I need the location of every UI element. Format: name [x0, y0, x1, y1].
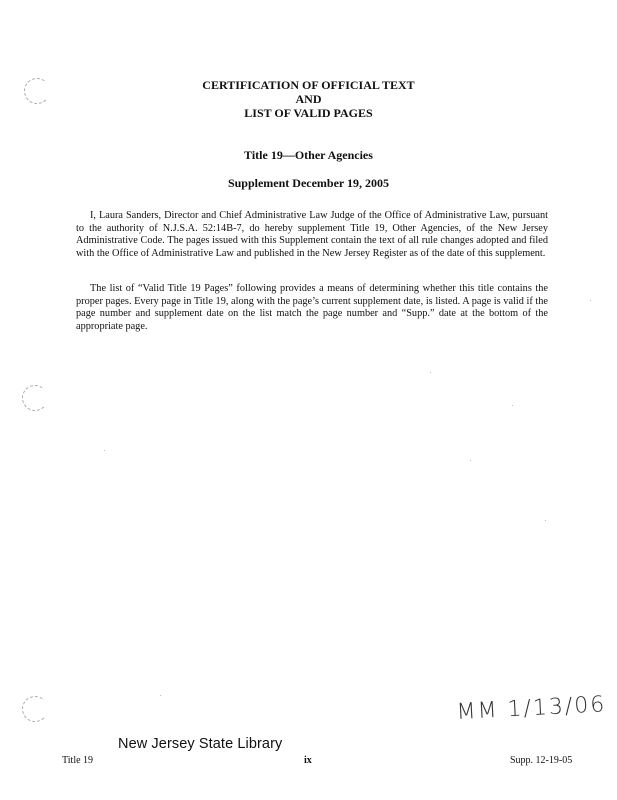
library-stamp: New Jersey State Library [118, 736, 283, 752]
punch-hole-middle [22, 385, 48, 411]
scan-speck [545, 520, 546, 521]
footer-title: Title 19 [62, 755, 94, 766]
certification-heading [0, 78, 617, 120]
scan-speck [430, 372, 431, 373]
heading-line-2: AND [295, 92, 322, 106]
scan-speck [512, 405, 513, 406]
scan-speck [590, 300, 591, 301]
footer-supplement-date: Supp. 12-19-05 [510, 755, 573, 766]
handwritten-initials-date: MM 1/13/06 [456, 692, 607, 725]
scan-speck [160, 695, 161, 696]
valid-pages-paragraph: The list of “Valid Title 19 Pages” following provides a means of determining whether this title contains the proper pages. Every page in Title 19, along with the page’s current supplement date, is listed. A page is valid if the page number and supplement date on the list match the page number and “Supp.” date at the bottom of the appropriate page. [76, 283, 548, 332]
scan-speck [470, 460, 471, 461]
supplement-date-heading: Supplement December 19, 2005 [227, 176, 390, 190]
scan-speck [104, 450, 105, 451]
footer-page-number: ix [304, 755, 312, 766]
certification-paragraph: I, Laura Sanders, Director and Chief Administrative Law Judge of the Office of Administrative Law, pursuant to the authority of N.J.S.A. 52:14B-7, do hereby supplement Title 19, Other Agencies, of the New Jersey Administrative Code. The pages issued with this Supplement contain the text of all rule changes adopted and filed with the Office of Administrative Law and published in the New Jersey Register as of the date of this supplement. [76, 210, 548, 259]
heading-line-3: LIST OF VALID PAGES [244, 106, 373, 120]
punch-hole-bottom [22, 696, 48, 722]
heading-line-1: CERTIFICATION OF OFFICIAL TEXT [202, 78, 415, 92]
title-subtitle: Title 19—Other Agencies [244, 148, 373, 162]
